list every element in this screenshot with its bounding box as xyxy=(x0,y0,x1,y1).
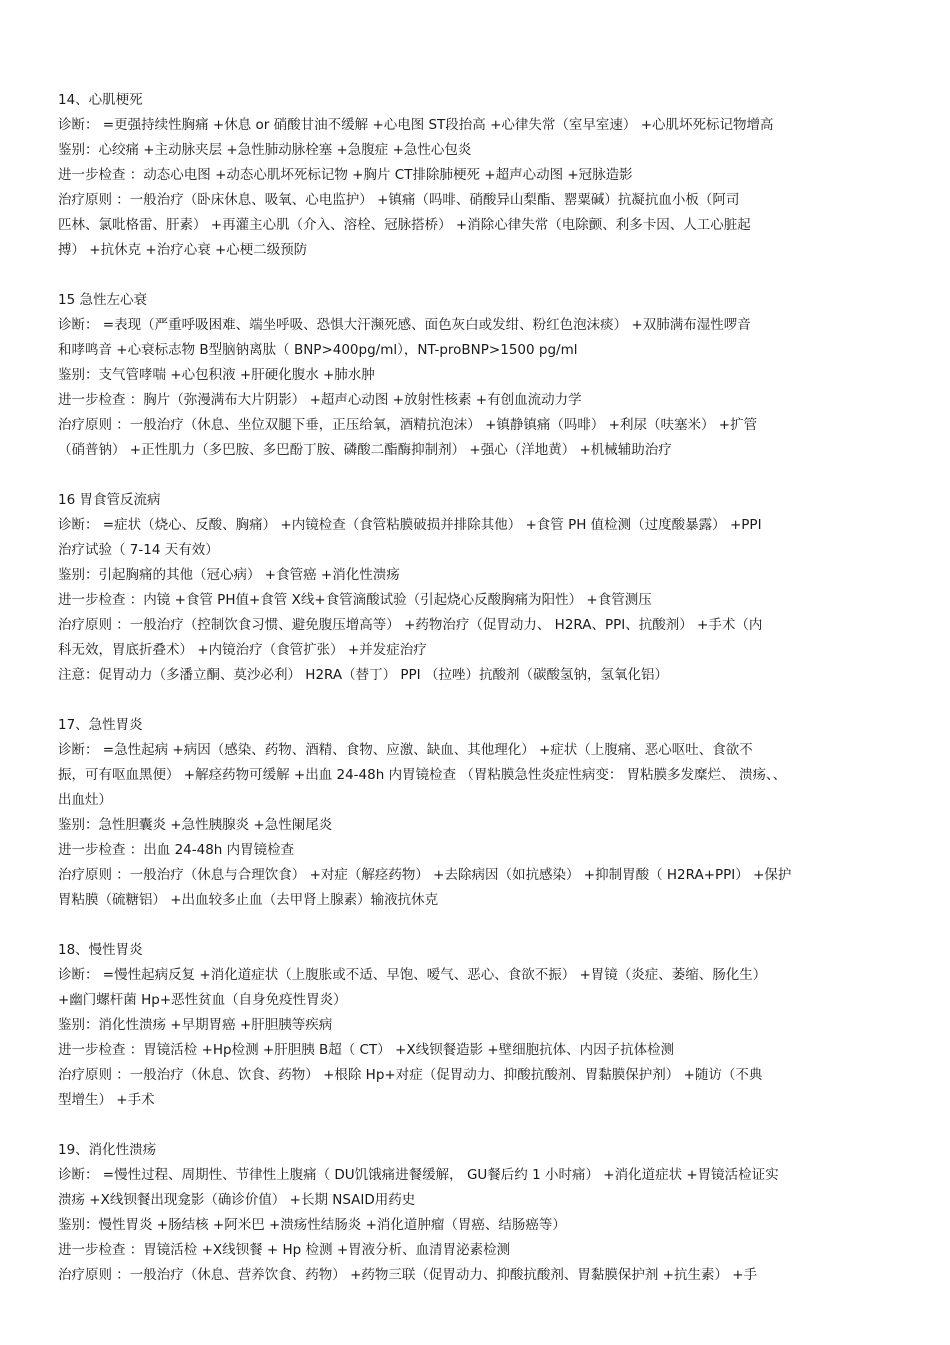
text-line: 治疗原则 ：一般治疗（休息与合理饮食） +对症（解痉药物） +去除病因（如抗感染） +抑制胃酸（ H2RA+PPI） +保护 xyxy=(58,867,792,883)
text-line: 诊断： =症状（烧心、反酸、胸痛） +内镜检查（食管粘膜破损并排除其他） +食管 PH 值检测（过度酸暴露） +PPI xyxy=(58,517,762,533)
text-line: 鉴别：急性胆囊炎 +急性胰腺炎 +急性阑尾炎 xyxy=(58,817,333,833)
text-line: 出血灶） xyxy=(58,792,112,808)
text-line: 鉴别：慢性胃炎 +肠结核 +阿米巴 +溃疡性结肠炎 +消化道肿瘤（胃癌、结肠癌等） xyxy=(58,1217,566,1233)
section-acute-gastritis xyxy=(58,713,898,913)
section-title: 14、心肌梗死 xyxy=(58,92,143,108)
text-line: 治疗原则 ：一般治疗（卧床休息、吸氧、心电监护） +镇痛（吗啡、硝酸异山梨酯、罂粟碱）抗凝抗血小板（阿司 xyxy=(58,192,740,208)
text-line: 诊断： =更强持续性胸痛 +休息 or 硝酸甘油不缓解 +心电图 ST段抬高 +心律失常（室早室速） +心肌坏死标记物增高 xyxy=(58,117,774,133)
text-line: 治疗原则 ：一般治疗（控制饮食习惯、避免腹压增高等） +药物治疗（促胃动力、 H2RA、PPI、抗酸剂） +手术（内 xyxy=(58,617,763,633)
text-line: 科无效，胃底折叠术） +内镜治疗（食管扩张） +并发症治疗 xyxy=(58,642,427,658)
section-peptic-ulcer xyxy=(58,1138,898,1288)
section-acute-left-heart-failure xyxy=(58,288,898,463)
text-line: 溃疡 +X线钡餐出现龛影（确诊价值） +长期 NSAID用药史 xyxy=(58,1192,416,1208)
section-title: 17、急性胃炎 xyxy=(58,717,143,733)
section-title: 18、慢性胃炎 xyxy=(58,942,143,958)
text-line: 搏） +抗休克 +治疗心衰 +心梗二级预防 xyxy=(58,242,308,258)
section-title: 15 急性左心衰 xyxy=(58,292,147,308)
text-line: 匹林、氯吡格雷、肝素） +再灌主心肌（介入、溶栓、冠脉搭桥） +消除心律失常（电除颤、利多卡因、人工心脏起 xyxy=(58,217,751,233)
text-line: 治疗原则 ：一般治疗（休息、坐位双腿下垂，正压给氧，酒精抗泡沫） +镇静镇痛（吗啡） +利尿（呋塞米） +扩管 xyxy=(58,417,758,433)
text-line: 治疗原则 ：一般治疗（休息、饮食、药物） +根除 Hp+对症（促胃动力、抑酸抗酸剂、胃黏膜保护剂） +随访（不典 xyxy=(58,1067,763,1083)
document-page xyxy=(58,88,898,1313)
text-line: 鉴别：支气管哮喘 +心包积液 +肝硬化腹水 +肺水肿 xyxy=(58,367,375,383)
section-title: 16 胃食管反流病 xyxy=(58,492,161,508)
text-line: 鉴别：消化性溃疡 +早期胃癌 +肝胆胰等疾病 xyxy=(58,1017,333,1033)
text-line: 进一步检查 ：动态心电图 +动态心肌坏死标记物 +胸片 CT排除肺梗死 +超声心动图 +冠脉造影 xyxy=(58,167,633,183)
text-line: 诊断： =急性起病 +病因（感染、药物、酒精、食物、应激、缺血、其他理化） +症状（上腹痛、恶心呕吐、食欲不 xyxy=(58,742,753,758)
section-gerd xyxy=(58,488,898,688)
text-line: 诊断： =慢性起病反复 +消化道症状（上腹胀或不适、早饱、嗳气、恶心、食欲不振） +胃镜（炎症、萎缩、肠化生） xyxy=(58,967,767,983)
text-line: 进一步检查 ：内镜 +食管 PH值+食管 X线+食管滴酸试验（引起烧心反酸胸痛为阳性） +食管测压 xyxy=(58,592,652,608)
section-title: 19、消化性溃疡 xyxy=(58,1142,157,1158)
section-myocardial-infarction xyxy=(58,88,898,263)
text-line: 进一步检查 ：胸片（弥漫满布大片阴影） +超声心动图 +放射性核素 +有创血流动力学 xyxy=(58,392,582,408)
text-line: 治疗原则 ：一般治疗（休息、营养饮食、药物） +药物三联（促胃动力、抑酸抗酸剂、胃黏膜保护剂 +抗生素） +手 xyxy=(58,1267,758,1283)
text-line: 和哮鸣音 +心衰标志物 B型脑钠离肽（ BNP>400pg/ml），NT-proBNP>1500 pg/ml xyxy=(58,342,578,358)
text-line: 治疗试验（ 7-14 天有效） xyxy=(58,542,219,558)
text-line: （硝普钠） +正性肌力（多巴胺、多巴酚丁胺、磷酸二酯酶抑制剂） +强心（洋地黄） +机械辅助治疗 xyxy=(58,442,672,458)
text-line: 振，可有呕血黑便） +解痉药物可缓解 +出血 24-48h 内胃镜检查 （胃粘膜急性炎症性病变： 胃粘膜多发糜烂、 溃疡、、 xyxy=(58,767,787,783)
text-line: 注意：促胃动力（多潘立酮、莫沙必利） H2RA（替丁） PPI （拉唑）抗酸剂（碳酸氢钠，氢氧化铝） xyxy=(58,667,668,683)
text-line: +幽门螺杆菌 Hp+恶性贫血（自身免疫性胃炎） xyxy=(58,992,347,1008)
text-line: 胃粘膜（硫糖铝） +出血较多止血（去甲肾上腺素）输液抗休克 xyxy=(58,892,439,908)
text-line: 进一步检查 ：出血 24-48h 内胃镜检查 xyxy=(58,842,295,858)
text-line: 诊断： =表现（严重呼吸困难、端坐呼吸、恐惧大汗濒死感、面色灰白或发绀、粉红色泡沫痰） +双肺满布湿性啰音 xyxy=(58,317,751,333)
text-line: 型增生） +手术 xyxy=(58,1092,155,1108)
text-line: 进一步检查 ：胃镜活检 +X线钡餐 + Hp 检测 +胃液分析、血清胃泌素检测 xyxy=(58,1242,511,1258)
section-chronic-gastritis xyxy=(58,938,898,1113)
text-line: 诊断： =慢性过程、周期性、节律性上腹痛（ DU饥饿痛进餐缓解， GU餐后约 1 小时痛） +消化道症状 +胃镜活检证实 xyxy=(58,1167,779,1183)
text-line: 进一步检查 ：胃镜活检 +Hp检测 +肝胆胰 B超（ CT） +X线钡餐造影 +壁细胞抗体、内因子抗体检测 xyxy=(58,1042,675,1058)
text-line: 鉴别：心绞痛 +主动脉夹层 +急性肺动脉栓塞 +急腹症 +急性心包炎 xyxy=(58,142,472,158)
text-line: 鉴别：引起胸痛的其他（冠心病） +食管癌 +消化性溃疡 xyxy=(58,567,400,583)
